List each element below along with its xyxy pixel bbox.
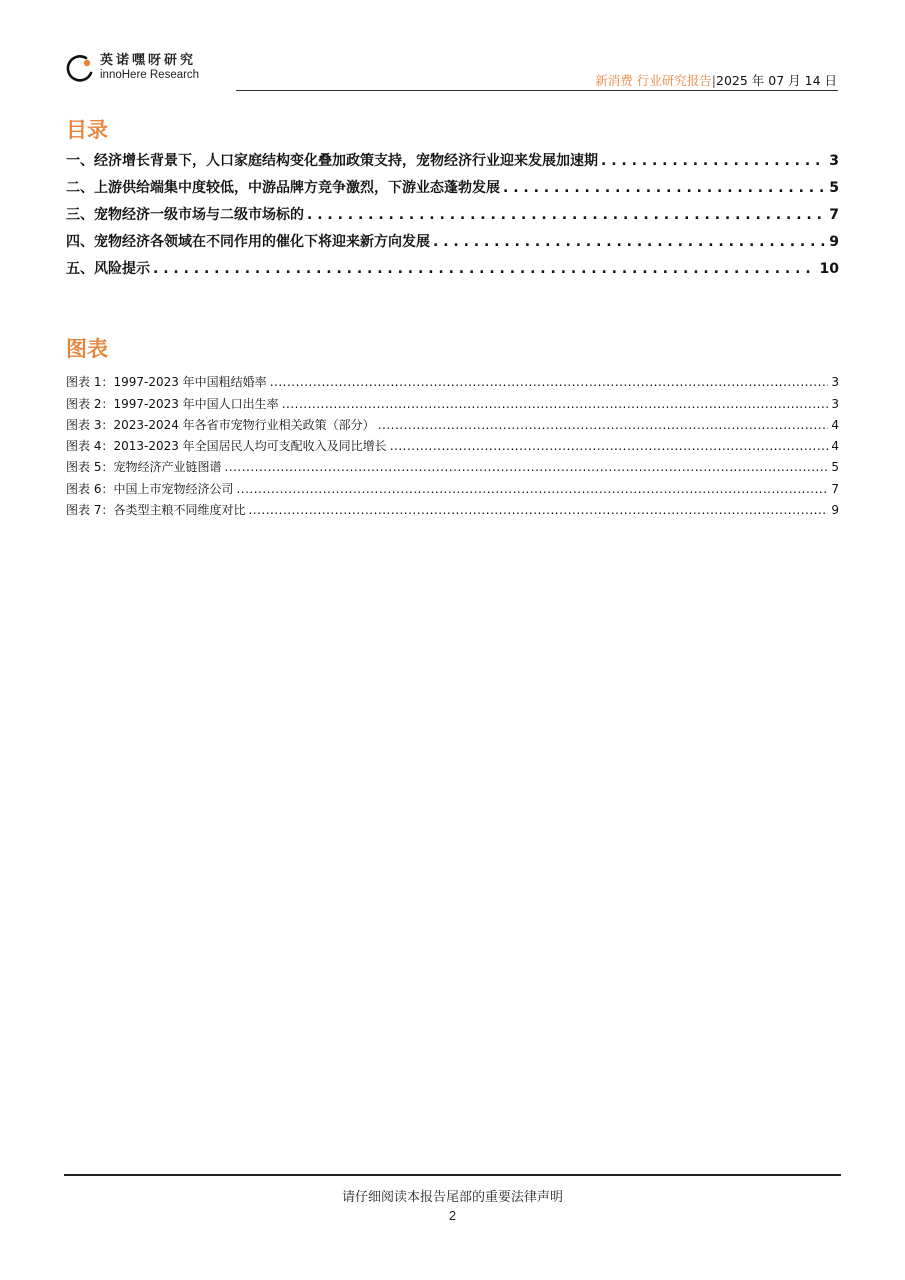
toc-leader: [601, 153, 826, 169]
toc-item-page: 5: [829, 180, 839, 196]
header-info: [595, 71, 837, 89]
figure-item-page: 4: [831, 418, 839, 432]
header-divider: [236, 90, 838, 91]
page-number: 2: [448, 1208, 457, 1223]
figure-leader: [390, 439, 829, 453]
figure-item[interactable]: [66, 416, 839, 433]
logo-ring-icon: [64, 52, 96, 84]
figure-item[interactable]: [66, 437, 839, 454]
figure-item-page: 5: [831, 460, 839, 474]
toc-item-page: 10: [819, 261, 839, 277]
figure-leader: [378, 418, 829, 432]
figure-item[interactable]: [66, 501, 839, 518]
figure-item-label: 图表 1：1997-2023 年中国粗结婚率: [66, 375, 267, 389]
figure-leader: [224, 460, 828, 474]
toc-item-page: 9: [829, 234, 839, 250]
figure-item[interactable]: [66, 373, 839, 390]
toc-leader: [433, 234, 826, 250]
toc-item-label: 三、宠物经济一级市场与二级市场标的: [66, 207, 304, 223]
figure-leader: [236, 482, 828, 496]
header-separator: |: [711, 73, 716, 88]
footer-divider: [64, 1174, 841, 1176]
figure-item-page: 7: [831, 482, 839, 496]
figure-item-page: 3: [831, 375, 839, 389]
toc-item[interactable]: [66, 231, 839, 251]
figure-item-label: 图表 2：1997-2023 年中国人口出生率: [66, 397, 279, 411]
figure-item[interactable]: [66, 480, 839, 497]
toc-item-page: 3: [829, 153, 839, 169]
legal-disclaimer: 请仔细阅读本报告尾部的重要法律声明: [341, 1190, 563, 1205]
header-date: 2025 年 07 月 14 日: [716, 73, 837, 88]
figure-item[interactable]: [66, 395, 839, 412]
toc-item[interactable]: [66, 258, 839, 278]
toc-item[interactable]: [66, 204, 839, 224]
logo-chinese-name: 英诺嘿呀研究: [100, 53, 197, 69]
company-logo: [64, 52, 199, 84]
toc-item-page: 7: [829, 207, 839, 223]
figure-item-label: 图表 7：各类型主粮不同维度对比: [66, 503, 246, 517]
figure-item[interactable]: [66, 458, 839, 475]
toc-item-label: 五、风险提示: [66, 261, 150, 277]
logo-english-name: innoHere Research: [100, 69, 200, 82]
figure-item-page: 3: [831, 397, 839, 411]
header-category: 新消费: [595, 73, 633, 88]
toc-title: 目录: [66, 118, 108, 142]
toc-leader: [307, 207, 826, 223]
figure-item-page: 9: [831, 503, 839, 517]
figure-leader: [270, 375, 829, 389]
figure-item-page: 4: [831, 439, 839, 453]
toc-item[interactable]: [66, 177, 839, 197]
figure-item-label: 图表 6：中国上市宠物经济公司: [66, 482, 234, 496]
figure-leader: [248, 503, 828, 517]
figures-title: 图表: [66, 337, 108, 361]
toc-item-label: 二、上游供给端集中度较低，中游品牌方竞争激烈，下游业态蓬勃发展: [66, 180, 500, 196]
toc-item-label: 四、宠物经济各领域在不同作用的催化下将迎来新方向发展: [66, 234, 430, 250]
header-report-type: 行业研究报告: [636, 73, 712, 88]
figure-item-label: 图表 3：2023-2024 年各省市宠物行业相关政策（部分）: [66, 418, 375, 432]
toc-item[interactable]: [66, 150, 839, 170]
figure-item-label: 图表 5：宠物经济产业链图谱: [66, 460, 222, 474]
toc-leader: [503, 180, 826, 196]
figure-leader: [282, 397, 829, 411]
figure-item-label: 图表 4：2013-2023 年全国居民人均可支配收入及同比增长: [66, 439, 387, 453]
toc-item-label: 一、经济增长背景下，人口家庭结构变化叠加政策支持，宠物经济行业迎来发展加速期: [66, 153, 598, 169]
toc-leader: [153, 261, 817, 277]
